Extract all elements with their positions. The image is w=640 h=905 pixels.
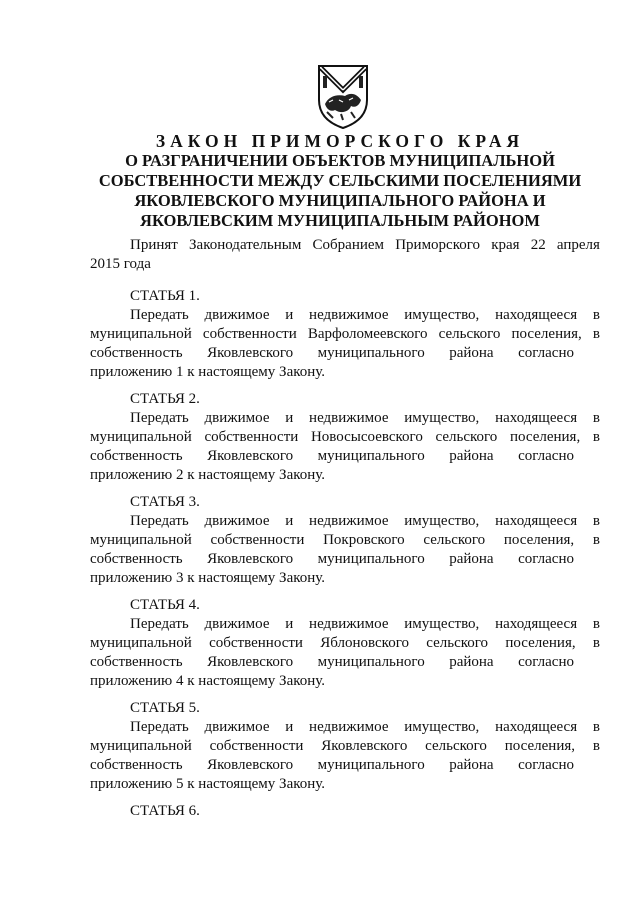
word: имущество, [404,307,480,323]
word: находящееся [495,616,578,632]
word: имущество, [404,513,480,529]
word: в [592,738,600,754]
article-body [90,409,600,485]
word: и [285,307,294,323]
word: края [491,237,520,253]
word: поселения, [505,635,576,651]
word: согласно [518,448,574,464]
word: сельского [438,326,501,342]
word: Покровского [323,532,405,548]
article-line [90,512,600,531]
document-subtitle [80,151,600,231]
word: района [449,448,494,464]
word: собственность [90,345,183,361]
subtitle-line: О РАЗГРАНИЧЕНИИ ОБЪЕКТОВ МУНИЦИПАЛЬНОЙ [125,151,555,170]
word: сельского [435,429,498,445]
word: Яковлевского [321,738,408,754]
word: Передать [130,719,189,735]
word: собственность [90,448,183,464]
article-line-last: приложению 4 к настоящему Закону. [90,673,326,689]
article-heading: СТАТЬЯ 1. [130,288,200,304]
word: и [285,513,294,529]
article-line-last: приложению 2 к настоящему Закону. [90,467,326,483]
subtitle-line: ЯКОВЛЕВСКОГО МУНИЦИПАЛЬНОГО РАЙОНА И [134,191,546,210]
word: сельского [425,738,487,754]
word: недвижимое [309,410,389,426]
word: муниципального [317,654,425,670]
word: Яблоновского [320,635,409,651]
article-line [90,718,600,737]
word: движимое [204,513,270,529]
word: Передать [130,410,189,426]
word: согласно [518,757,574,773]
article-line [90,615,600,634]
article-heading: СТАТЬЯ 6. [130,803,200,819]
subtitle-line: ЯКОВЛЕВСКИМ МУНИЦИПАЛЬНЫМ РАЙОНОМ [140,211,540,230]
word: движимое [204,410,270,426]
word: Собранием [312,237,385,253]
article-body [90,718,600,794]
article-line-last: приложению 5 к настоящему Закону. [90,776,326,792]
adoption-line-2: 2015 года [90,256,151,272]
word: в [592,513,600,529]
word: недвижимое [309,616,389,632]
word: Яковлевского [207,448,294,464]
document-title: ЗАКОН ПРИМОРСКОГО КРАЯ [155,131,525,151]
article-body [90,615,600,691]
word: 22 [530,237,546,253]
word: в [592,410,600,426]
word: согласно [518,345,574,361]
word: собственности [209,635,303,651]
word: поселения, [503,532,575,548]
word: недвижимое [309,307,389,323]
word: района [449,551,494,567]
word: имущество, [404,410,480,426]
word: Передать [130,307,189,323]
article-line-last: приложению 1 к настоящему Закону. [90,364,326,380]
word: Законодательным [189,237,302,253]
word: собственности [209,738,304,754]
article-line [90,737,600,756]
word: собственность [90,757,183,773]
word: согласно [518,654,574,670]
article-heading: СТАТЬЯ 4. [130,597,200,613]
word: муниципальной [90,532,192,548]
word: собственность [90,551,183,567]
word: имущество, [404,616,480,632]
word: движимое [204,616,270,632]
article-line [90,428,600,447]
word: находящееся [495,410,578,426]
article-line [90,325,600,344]
article-body [90,512,600,588]
word: собственности [204,429,299,445]
word: апреля [556,237,600,253]
article-heading: СТАТЬЯ 5. [130,700,200,716]
word: района [449,757,494,773]
word: находящееся [495,719,578,735]
article-line [90,344,600,363]
article-line [90,531,600,550]
word: муниципального [317,757,425,773]
adoption-line-1 [90,236,600,255]
word: района [449,345,494,361]
word: собственности [202,326,297,342]
word: сельского [423,532,486,548]
word: муниципальной [90,738,192,754]
word: собственности [210,532,305,548]
article-line [90,447,600,466]
word: находящееся [495,307,578,323]
adoption-paragraph [90,236,600,274]
subtitle-line: СОБСТВЕННОСТИ МЕЖДУ СЕЛЬСКИМИ ПОСЕЛЕНИЯМИ [98,171,582,190]
word: в [592,719,600,735]
word: движимое [204,307,270,323]
word: имущество, [404,719,480,735]
coat-of-arms-icon [315,62,371,130]
word: Приморского [395,237,481,253]
word: поселения, [511,326,582,342]
word: в [592,326,600,342]
word: муниципального [317,345,425,361]
word: и [285,410,294,426]
word: в [592,429,600,445]
word: в [592,307,600,323]
word: в [592,532,600,548]
word: сельского [426,635,489,651]
article-heading: СТАТЬЯ 2. [130,391,200,407]
article-line [90,634,600,653]
word: Яковлевского [207,757,294,773]
word: муниципальной [90,635,192,651]
word: находящееся [495,513,578,529]
word: Новосысоевского [310,429,423,445]
word: и [285,719,294,735]
article-heading: СТАТЬЯ 3. [130,494,200,510]
word: Передать [130,616,189,632]
word: в [592,616,600,632]
article-line [90,756,600,775]
word: собственность [90,654,183,670]
word: движимое [204,719,270,735]
word: муниципальной [90,326,192,342]
word: Передать [130,513,189,529]
word: Варфоломеевского [307,326,428,342]
word: поселения, [509,429,581,445]
word: Яковлевского [207,345,294,361]
word: недвижимое [309,513,389,529]
word: муниципального [317,448,425,464]
word: недвижимое [309,719,389,735]
word: и [285,616,294,632]
article-body [90,306,600,382]
word: Яковлевского [207,654,294,670]
word: поселения, [504,738,576,754]
word: согласно [518,551,574,567]
article-line-last: приложению 3 к настоящему Закону. [90,570,326,586]
article-line [90,306,600,325]
word: в [592,635,600,651]
word: Яковлевского [207,551,294,567]
word: муниципальной [90,429,192,445]
article-line [90,653,600,672]
article-line [90,550,600,569]
word: района [449,654,494,670]
word: Принят [130,237,178,253]
article-line [90,409,600,428]
word: муниципального [317,551,425,567]
